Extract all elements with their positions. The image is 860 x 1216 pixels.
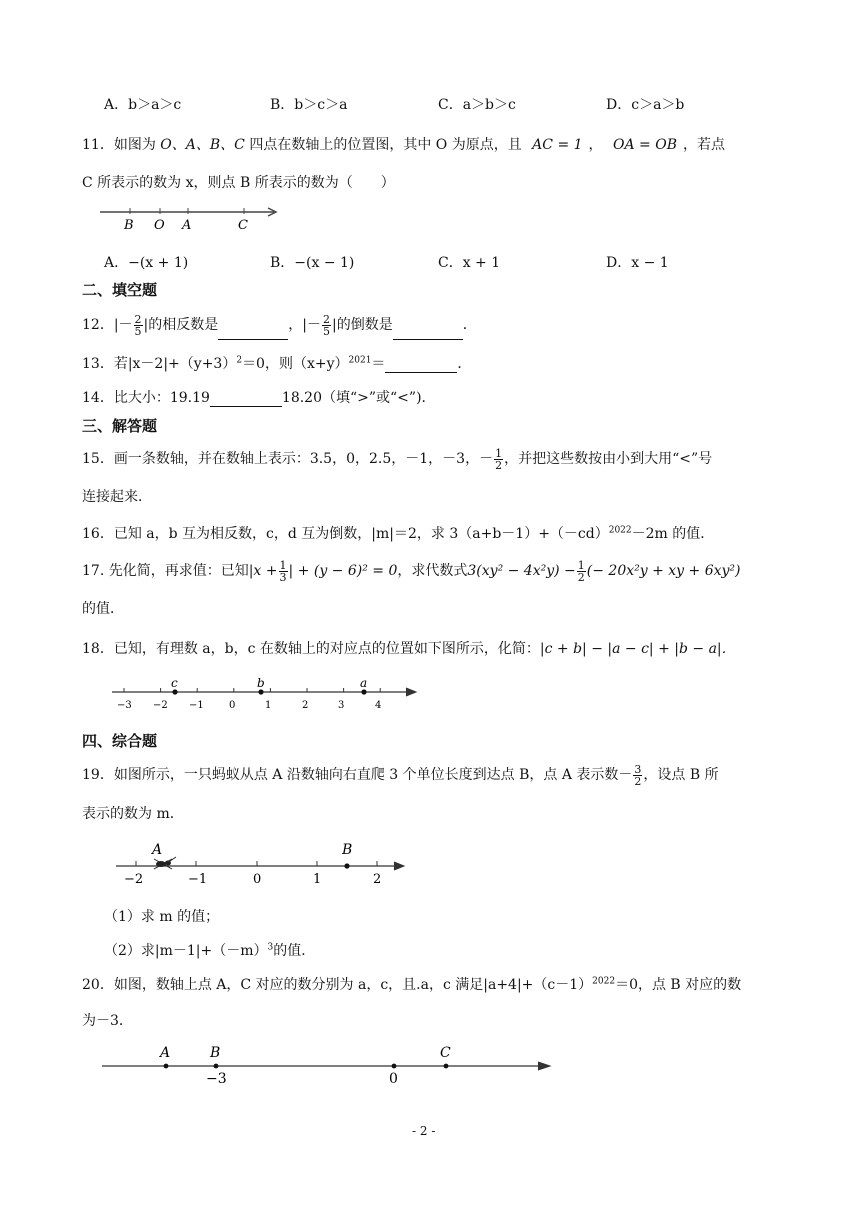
frac-den: 3: [279, 570, 287, 584]
arrow-icon: [406, 688, 416, 696]
q10-option-a: A．b＞a＞c: [104, 97, 182, 113]
q11-text-a: 如图为: [113, 137, 156, 153]
label-a: a: [360, 676, 368, 690]
frac-num: 3: [634, 762, 642, 776]
q11-number-line: [98, 204, 282, 234]
label-c: c: [171, 676, 178, 690]
q15-text1: 15．画一条数轴，并在数轴上表示：3.5，0，2.5，－1，－3，－: [82, 451, 494, 467]
point-a: [164, 1064, 169, 1069]
q19-text2: ，设点 B 所: [643, 767, 719, 783]
section-title-3: 三、解答题: [82, 417, 158, 435]
q13-sup1: 2: [236, 355, 243, 366]
label-a: A: [182, 218, 192, 233]
section-title-2: 二、填空题: [82, 281, 158, 299]
q18-expr: |c + b| − |a − c| + |b − a|．: [539, 641, 736, 657]
frac-den: 2: [577, 570, 585, 584]
q17-expr1a: |x +: [248, 563, 278, 579]
section-title-4: 四、综合题: [82, 732, 158, 750]
q19-line1: [82, 760, 719, 790]
q17-expr1b: | + (y − 6)² = 0: [288, 563, 398, 579]
label-b: B: [124, 218, 134, 233]
tick-label: 2: [373, 872, 382, 887]
q19-sub2-sup: 3: [267, 942, 274, 953]
q20-line1: [82, 974, 741, 994]
point-c: [444, 1064, 449, 1069]
q16-sup: 2022: [608, 525, 632, 536]
q12-suffix2: |的倒数是: [331, 317, 393, 333]
q14: [82, 387, 436, 407]
label-a: A: [152, 842, 163, 858]
q16: [82, 523, 714, 543]
q17-frac2: [577, 560, 586, 583]
q19-sub2: [104, 940, 315, 960]
q15-line2: 连接起来．: [82, 489, 152, 505]
q12-frac2: [322, 314, 331, 337]
tick-label: 0: [229, 700, 236, 710]
q17-expr2a: 3(xy² − 4x²y) −: [467, 563, 576, 579]
q10-option-c: C．a＞b＞c: [438, 97, 516, 113]
q12-prefix1: |－: [113, 317, 133, 333]
q13-blank[interactable]: [385, 358, 457, 373]
q19-sub2-text: （2）求|m－1|+（－m）: [104, 943, 268, 959]
q12: [82, 310, 477, 340]
q11-cond2: OA = OB: [613, 137, 677, 153]
label-c: C: [238, 218, 248, 233]
q17-text1: 17. 先化简，再求值：已知: [82, 563, 249, 579]
tick-label: −3: [206, 1071, 227, 1087]
q14-blank[interactable]: [210, 392, 282, 407]
arrow-icon: [394, 862, 404, 870]
q13-text2: ＝0，则（x+y）: [242, 356, 349, 372]
tick-label: −2: [124, 872, 144, 887]
q11-cond1: AC = 1: [532, 137, 583, 153]
tick-label: −3: [117, 700, 132, 710]
q19-text1: 19．如图所示，一只蚂蚁从点 A 沿数轴向右直爬 3 个单位长度到达点 B，点 A 表示数－: [82, 767, 633, 783]
ant-icon: [154, 857, 176, 869]
q12-number: 12．: [82, 317, 114, 333]
label-c: C: [440, 1045, 451, 1061]
q15-text2: ，并把这些数按由小到大用“<”号: [504, 451, 713, 467]
q17-frac1: [279, 560, 288, 583]
q20-sup: 2022: [592, 976, 616, 987]
tick-label: 2: [302, 700, 309, 710]
q17-expr2b: (− 20x²y + xy + 6xy²): [586, 563, 741, 579]
q20-text2: ＝0，点 B 对应的数: [615, 977, 742, 993]
q19-line2: 表示的数为 m．: [82, 806, 184, 822]
point-b: [214, 1064, 219, 1069]
frac-num: 2: [322, 312, 330, 326]
q18-number-line: [110, 676, 420, 710]
q13-text1: 13．若|x－2|+（y+3）: [82, 356, 237, 372]
frac-num: 1: [577, 558, 585, 572]
q13-end: ．: [457, 356, 472, 372]
point-a: [361, 689, 366, 694]
tick-label: −1: [189, 700, 204, 710]
tick-label: −1: [188, 872, 208, 887]
q18-line1: [82, 638, 736, 658]
q10-option-d: D．c＞a＞b: [606, 97, 685, 113]
q12-blank1[interactable]: [218, 325, 288, 340]
label-b: B: [210, 1045, 221, 1061]
q11-line1: 11．如图为 O、A、B、C 四点在数轴上的位置图，其中 O 为原点，且 AC = 1 ， OA = OB ，若点: [82, 137, 725, 153]
label-b: b: [257, 676, 265, 690]
frac-num: 1: [279, 558, 287, 572]
tick-label: 1: [265, 700, 272, 710]
q13-text3: ＝: [371, 356, 386, 372]
q16-text2: －2m 的值．: [631, 526, 715, 542]
q11-option-a: A．−(x + 1): [104, 255, 189, 271]
tick-label: 1: [313, 872, 322, 887]
tick-label: −2: [153, 700, 168, 710]
q12-prefix2: ，|－: [288, 317, 321, 333]
q11-text-c: ，若点: [682, 137, 725, 153]
q11-option-b: B．−(x − 1): [270, 255, 355, 271]
q11-points: O、A、B、C: [160, 137, 245, 153]
tick-label: 0: [253, 872, 262, 887]
q19-sub2-end: 的值．: [273, 943, 316, 959]
frac-num: 1: [495, 446, 503, 460]
q17-line2: 的值．: [82, 601, 124, 617]
q20-line2: 为－3．: [82, 1013, 133, 1029]
page-number: - 2 -: [412, 1124, 436, 1138]
q20-text1: 20．如图，数轴上点 A，C 对应的数分别为 a，c，且.a，c 满足|a+4|+（c－1）: [82, 977, 593, 993]
q19-frac: [633, 764, 642, 787]
q10-option-b: B．b＞c＞a: [270, 97, 348, 113]
q15-line1: [82, 444, 712, 474]
q17-text2: ，求代数式: [397, 563, 468, 579]
q13: [82, 353, 471, 373]
frac-den: 2: [634, 774, 642, 788]
q14-text1: 14．比大小：19.19: [82, 390, 210, 406]
q18-text1: 18．已知，有理数 a，b，c 在数轴上的对应点的位置如下图所示，化简：: [82, 641, 540, 657]
q19-number-line: [114, 840, 408, 888]
frac-den: 5: [134, 324, 142, 338]
point-origin: [392, 1064, 397, 1069]
frac-den: 2: [495, 458, 503, 472]
frac-den: 5: [322, 324, 330, 338]
q16-text1: 16．已知 a，b 互为相反数，c，d 互为倒数，|m|＝2，求 3（a+b－1）+（－cd）: [82, 526, 609, 542]
q17-line1: [82, 556, 741, 586]
q11-number: 11．: [82, 137, 114, 153]
q12-frac1: [134, 314, 143, 337]
q13-sup2: 2021: [348, 355, 372, 366]
q12-suffix1: |的相反数是: [143, 317, 219, 333]
point-b: [258, 689, 263, 694]
q19-sub1: （1）求 m 的值；: [104, 909, 220, 925]
q15-frac: [494, 448, 503, 471]
q12-blank2[interactable]: [393, 325, 463, 340]
q11-text-b: 四点在数轴上的位置图，其中 O 为原点，且: [249, 137, 522, 153]
tick-label: 0: [389, 1071, 398, 1087]
q20-number-line: [100, 1042, 556, 1088]
q12-end: ．: [462, 317, 477, 333]
tick-label: 4: [375, 700, 382, 710]
tick-label: 3: [338, 700, 345, 710]
q11-option-c: C．x + 1: [438, 255, 501, 271]
frac-num: 2: [134, 312, 142, 326]
q14-text2: 18.20（填“>”或“<”)．: [281, 390, 436, 406]
label-b: B: [342, 842, 353, 858]
q11-line2: C 所表示的数为 x，则点 B 所表示的数为（ ）: [82, 175, 395, 191]
arrow-icon: [538, 1062, 550, 1070]
point-c: [172, 689, 177, 694]
q11-option-d: D．x − 1: [606, 255, 669, 271]
point-b: [344, 863, 349, 868]
label-a: A: [160, 1045, 171, 1061]
label-o: O: [154, 218, 165, 233]
